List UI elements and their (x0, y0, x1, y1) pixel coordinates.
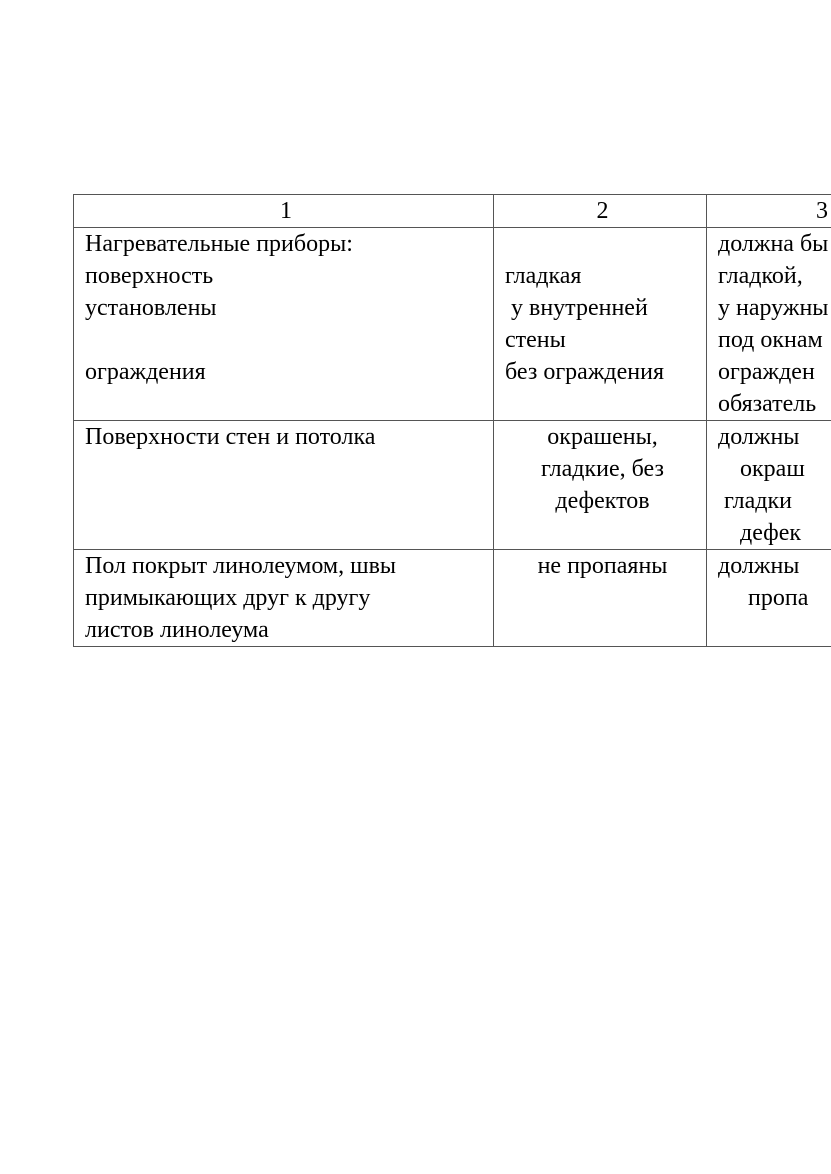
cell-line: гладкие, без (541, 456, 664, 482)
inspection-table (73, 194, 831, 647)
column-number-1: 1 (74, 195, 494, 228)
cell-line: ограждения (85, 359, 206, 385)
row1-col3 (707, 228, 831, 421)
cell-line: под окнам (718, 327, 823, 353)
cell-line: стены (505, 327, 566, 353)
cell-line: должна бы (718, 231, 829, 257)
cell-line: окраш (740, 456, 805, 482)
row2-col1 (74, 421, 494, 550)
cell-line: установлены (85, 295, 217, 321)
cell-line: должны (718, 424, 800, 450)
row3-col2 (494, 550, 707, 647)
cell-line: поверхность (85, 263, 214, 289)
table-row-floor (74, 550, 831, 647)
cell-line: у наружны (718, 295, 829, 321)
cell-line: листов линолеума (85, 617, 269, 643)
row3-col3 (707, 550, 831, 647)
cell-line: должны (718, 553, 800, 579)
cell-line: примыкающих друг к другу (85, 585, 371, 611)
column-number-2: 2 (494, 195, 707, 228)
row1-col1 (74, 228, 494, 421)
column-number-3: 3 (707, 195, 831, 228)
table-row-heating (74, 228, 831, 421)
cell-line: гладкой, (718, 263, 803, 289)
cell-line: без ограждения (505, 359, 664, 385)
row2-col3 (707, 421, 831, 550)
cell-line: гладкая (505, 263, 582, 289)
cell-line: гладки (724, 488, 792, 514)
cell-line: окрашены, (547, 424, 658, 450)
cell-line: дефек (740, 520, 802, 546)
cell-line: у внутренней (511, 295, 648, 321)
cell-line: Пол покрыт линолеумом, швы (85, 553, 397, 579)
row1-col2 (494, 228, 707, 421)
cell-line: пропа (748, 585, 809, 611)
cell-line: обязатель (718, 391, 817, 417)
cell-line: огражден (718, 359, 815, 385)
cell-line (85, 324, 487, 356)
cell-line: Нагревательные приборы: (85, 231, 353, 257)
table-row-surfaces (74, 421, 831, 550)
row2-col2 (494, 421, 707, 550)
row3-col1 (74, 550, 494, 647)
cell-line: не пропаяны (537, 553, 668, 579)
cell-line (505, 228, 700, 260)
table-header-row (74, 195, 831, 228)
cell-line: Поверхности стен и потолка (85, 424, 376, 450)
cell-line: дефектов (555, 488, 650, 514)
